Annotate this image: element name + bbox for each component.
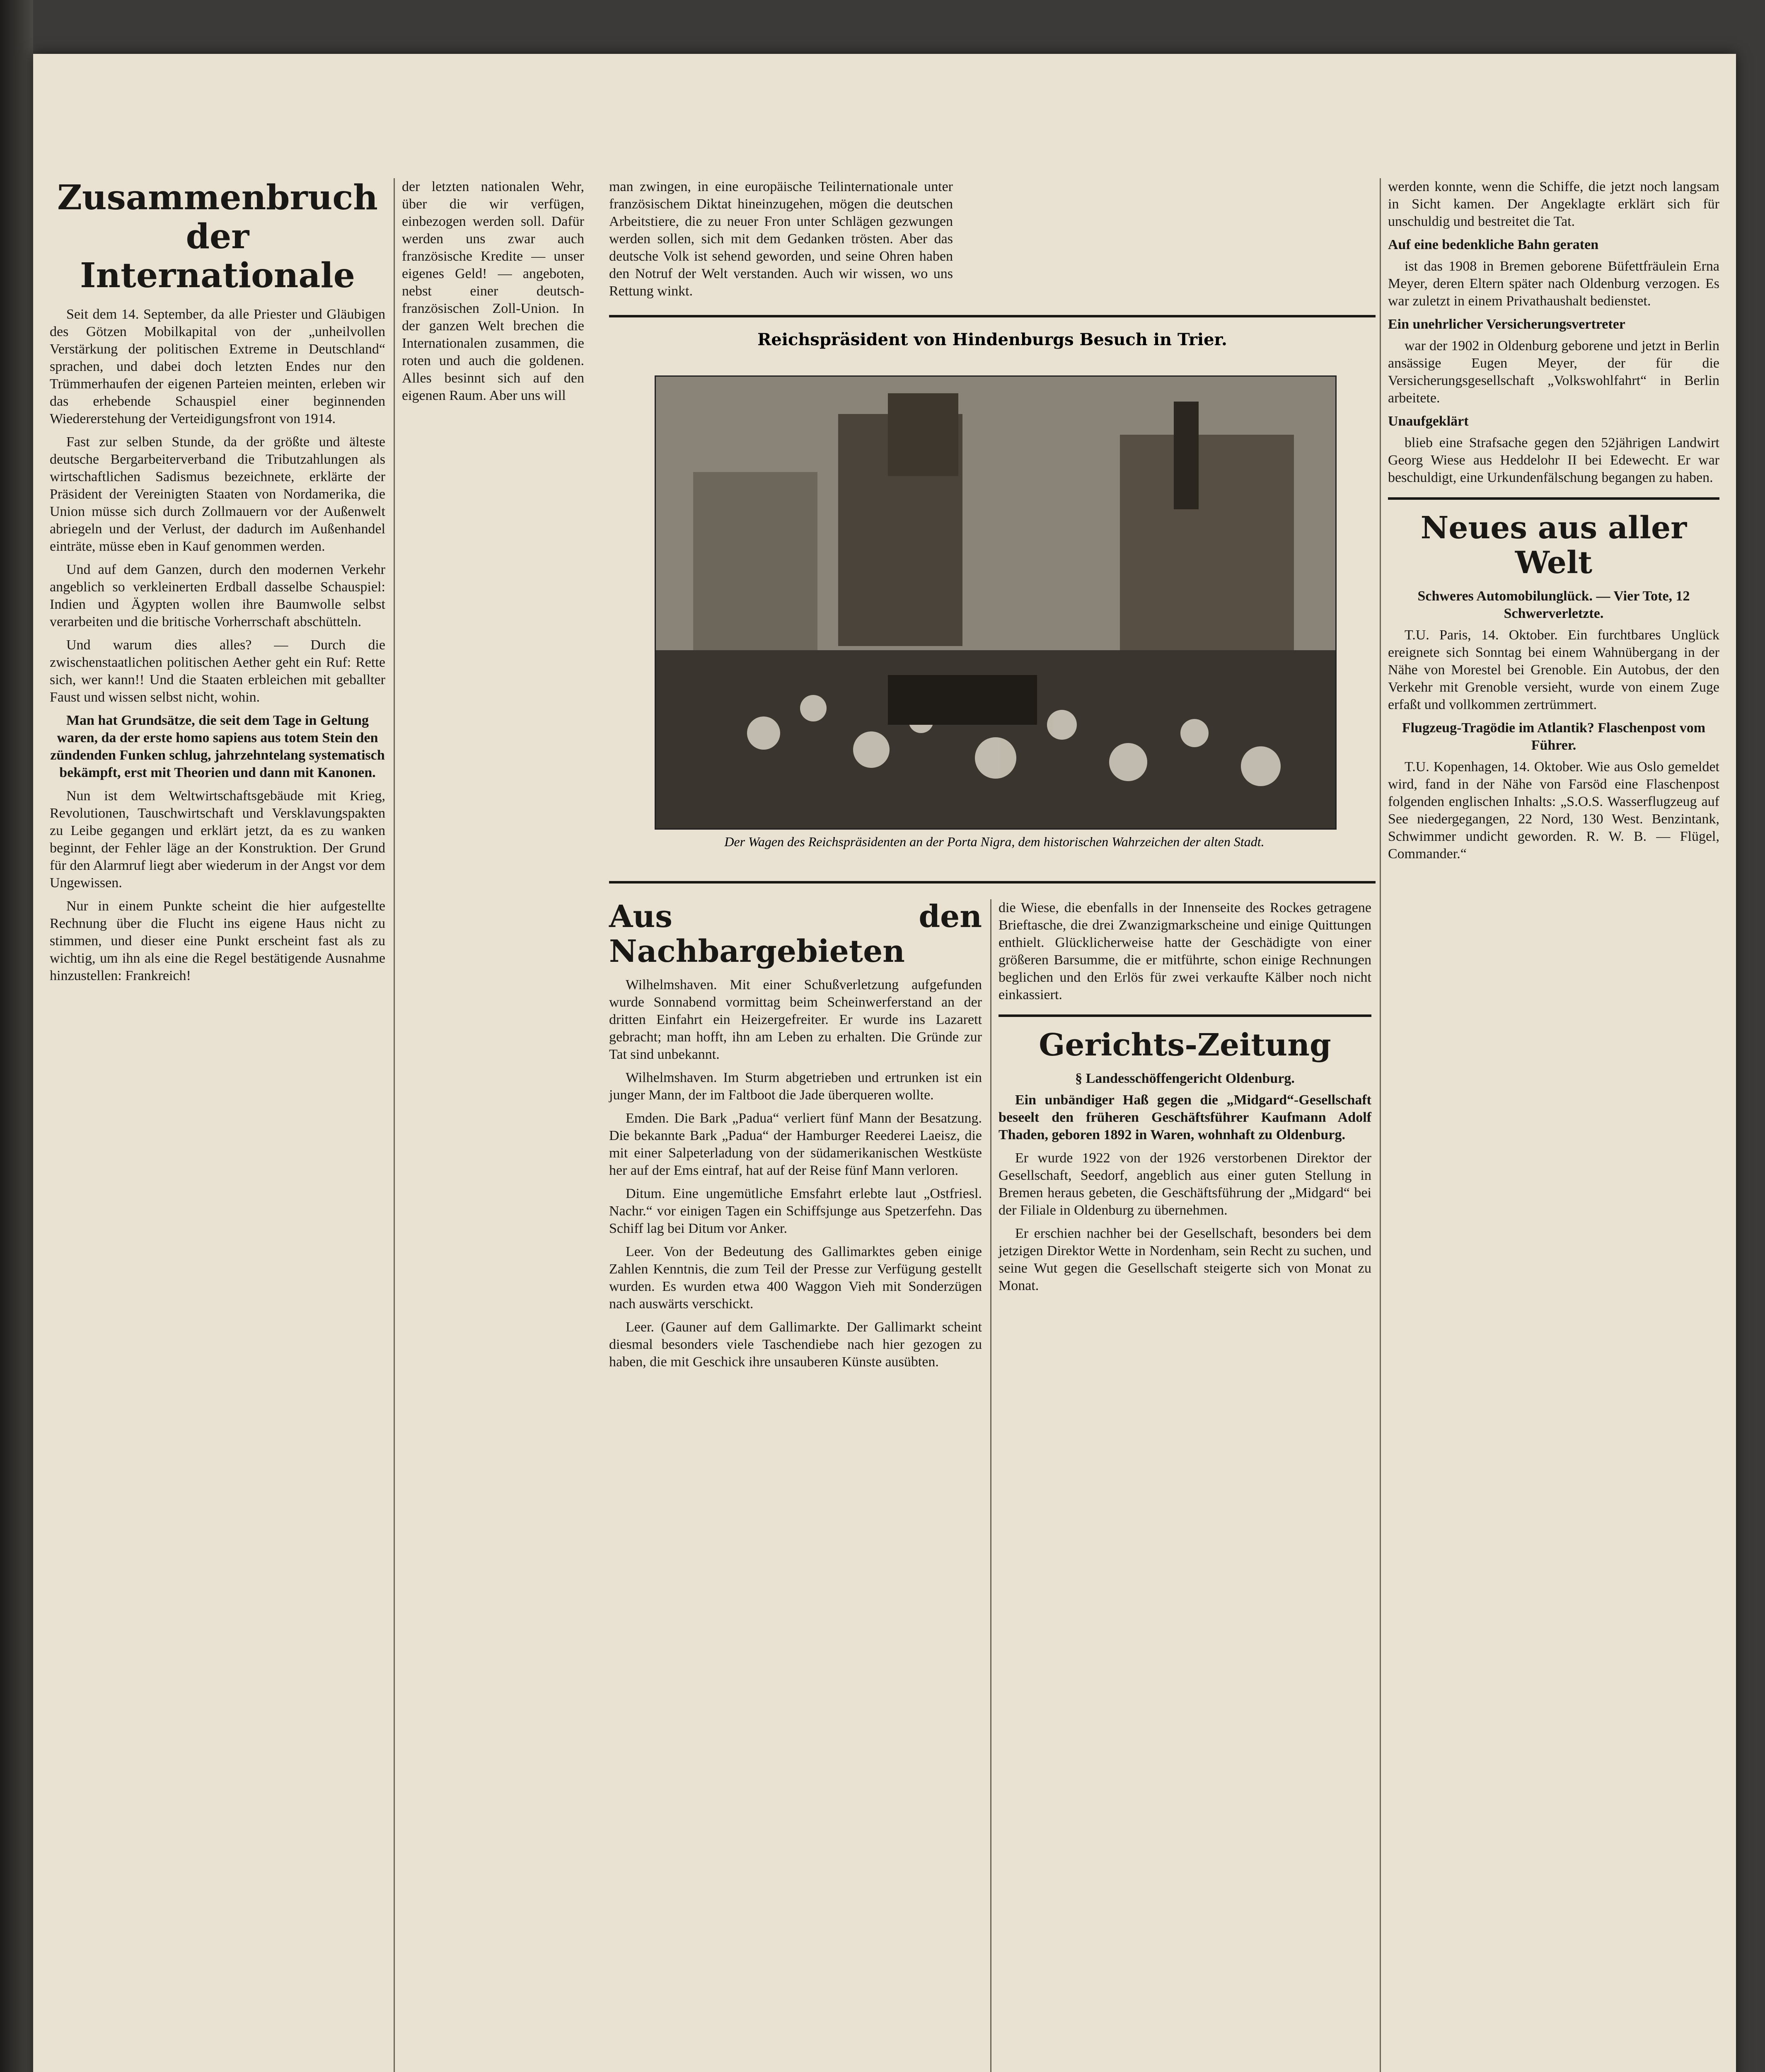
subheading: Ein unehrlicher Versicherungsvertreter	[1388, 317, 1625, 332]
paragraph: war der 1902 in Oldenburg geborene und jetzt in Berlin ansässige Eugen Meyer, der für die Versicherungsgesellschaft „Volkswohlfahrt“ in Berlin arbeitete.	[1388, 338, 1719, 406]
paragraph: Er erschien nachher bei der Gesellschaft, besonders bei dem jetzigen Direktor Wette in Nordenham, sein Recht zu suchen, und seine Wut gegen die Gesellschaft steigerte sich von Monat zu Monat.	[999, 1226, 1371, 1293]
section-subtitle: Flugzeug-Tragödie im Atlantik? Flaschenpost vom Führer.	[1402, 720, 1706, 753]
bold-paragraph: Man hat Grundsätze, die seit dem Tage in Geltung waren, da der erste homo sapiens aus totem Stein den zündenden Funken schlug, jahrzehntelang systematisch bekämpft, erst mit Theorien und dann mit Kanonen.	[50, 713, 385, 780]
paragraph: Und warum dies alles? — Durch die zwischenstaatlichen politischen Aether geht ein Ruf: Rette sich, wer kann!! Und die Staaten erbleichen mit geballter Faust und wissen selbst nicht, wohin.	[50, 637, 385, 705]
section-rule	[1388, 497, 1719, 500]
photo-porta-nigra	[655, 375, 1337, 830]
paragraph: der letzten nationalen Wehr, über die wir verfügen, einbezogen werden soll. Dafür werden uns zwar auch französische Kredite — unser eigenes Geld! — angeboten, nebst einer deutsch-französischen Zoll-Union. In der ganzen Welt brechen die Internationalen zusammen, die roten und auch die goldenen. Alles besinnt sich auf den eigenen Raum. Aber uns will	[402, 179, 584, 403]
paragraph: Fast zur selben Stunde, da der größte und älteste deutsche Bergarbeiterverband die Tributzahlungen als wirtschaftlichen Sadismus bezeichnete, erklärte der Präsident der Vereinigten Staaten von Nordamerika, die Union müsse sich durch Zollmauern vor der Außenwelt abriegeln und der Verlust, der dadurch im Außenhandel einträte, müsse eben in Kauf genommen werden.	[50, 434, 385, 554]
paragraph: blieb eine Strafsache gegen den 52jährigen Landwirt Georg Wiese aus Heddelohr II bei Edewecht. Er war beschuldigt, eine Urkundenfälschung begangen zu haben.	[1388, 435, 1719, 485]
column-5	[1388, 178, 1719, 869]
paragraph: Und auf dem Ganzen, durch den modernen Verkehr angeblich so verkleinerten Erdball dasselbe Schauspiel: Indien und Ägypten wollen ihre Baumwolle selbst verarbeiten und die britische Vorherrschaft abschütteln.	[50, 562, 385, 629]
paragraph: Leer. Von der Bedeutung des Gallimarktes geben einige Zahlen Kenntnis, die zum Teil der Presse zur Verfügung gestellt wurden. Es wurden etwa 400 Waggon Vieh mit Sonderzügen nach auswärts verschickt.	[609, 1244, 982, 1312]
photo-caption: Der Wagen des Reichspräsidenten an der Porta Nigra, dem historischen Wahrzeichen der alten Stadt.	[724, 834, 1265, 849]
photo-section	[609, 315, 1376, 884]
paragraph: werden konnte, wenn die Schiffe, die jetzt noch langsam in Sicht kamen. Der Angeklagte erklärt sich für unschuldig und bestreitet die Tat.	[1388, 179, 1719, 229]
paragraph: Wilhelmshaven. Im Sturm abgetrieben und ertrunken ist ein junger Mann, der im Faltboot die Jade überqueren wollte.	[609, 1070, 982, 1103]
paragraph: Leer. (Gauner auf dem Gallimarkte. Der Gallimarkt scheint diesmal besonders viele Taschendiebe nach hier gezogen zu haben, die mit Geschick ihre unsauberen Künste ausübten.	[609, 1319, 982, 1370]
paragraph: Nur in einem Punkte scheint die hier aufgestellte Rechnung über die Flucht ins eigene Haus nicht zu stimmen, und dieser eine Punkt erscheint fast als zu wichtig, um ihn als eine die Regel bestätigende Ausnahme hinzustellen: Frankreich!	[50, 898, 385, 983]
subheading: Unaufgeklärt	[1388, 414, 1469, 429]
section-title: Neues aus aller Welt	[1420, 510, 1687, 581]
column-divider	[1380, 178, 1381, 2072]
section-title: Gerichts-Zeitung	[1039, 1027, 1331, 1063]
newspaper-page	[33, 54, 1736, 2072]
paragraph: Er wurde 1922 von der 1926 verstorbenen Direktor der Gesellschaft, Seedorf, angeblich aus einer guten Stellung in Bremen heraus gebeten, die Geschäftsführung der „Midgard“ bei der Filiale in Oldenburg zu übernehmen.	[999, 1150, 1371, 1218]
subheading: Auf eine bedenkliche Bahn geraten	[1388, 237, 1599, 252]
column-1	[50, 178, 385, 990]
paragraph: Seit dem 14. September, da alle Priester und Gläubigen des Götzen Mobilkapital von der „unheilvollen Verstärkung der politischen Extreme in Deutschland“ sprachen, und dabei doch letzten Endes nur den Trümmerhaufen der eigenen Parteien meinten, erleben wir das erhebende Schauspiel einer beginnenden Wiedererstehung der Verteidigungsfront von 1914.	[50, 307, 385, 426]
section-subtitle: Schweres Automobilunglück. — Vier Tote, 12 Schwerverletzte.	[1417, 588, 1690, 621]
paragraph: Wilhelmshaven. Mit einer Schußverletzung aufgefunden wurde Sonnabend vormittag beim Scheinwerferstand an der dritten Einfahrt ein Heizergefreiter. Er wurde ins Lazarett gebracht; man hofft, ihn am Leben zu erhalten. Die Gründe zur Tat sind unbekannt.	[609, 977, 982, 1062]
column-2-top	[402, 178, 584, 410]
paragraph: T.U. Kopenhagen, 14. Oktober. Wie aus Oslo gemeldet wird, fand in der Nähe von Farsöd eine Flaschenpost folgenden englischen Inhalts: „S.O.S. Wasserflugzeug auf See niedergegangen, 22 Nord, 130 West. Benzintank, Schwimmer undicht geworden. R. W. B. — Flügel, Commander.“	[1388, 759, 1719, 862]
column-3-top	[609, 178, 953, 306]
photo-title: Reichspräsident von Hindenburgs Besuch in Trier.	[757, 330, 1227, 349]
photo-image	[656, 377, 1335, 828]
column-divider	[990, 899, 991, 2072]
paragraph: T.U. Paris, 14. Oktober. Ein furchtbares Unglück ereignete sich Sonntag bei einem Wahnübergang in der Nähe von Morestel bei Grenoble. Ein Autobus, der den Verkehr mit Grenoble versieht, wurde von einem Zuge erfaßt und vollkommen zertrümmert.	[1388, 627, 1719, 712]
paragraph: ist das 1908 in Bremen geborene Büfettfräulein Erna Meyer, deren Eltern später nach Oldenburg verzogen. Es war zuletzt in einem Privathaushalt bedienstet.	[1388, 259, 1719, 309]
paragraph: die Wiese, die ebenfalls in der Innenseite des Rockes getragene Brieftasche, die drei Zwanzigmarkscheine und einige Quittungen enthielt. Glücklicherweise hatte der Geschädigte von einer größeren Barsumme, die er mitführte, schon einige Rechnungen beglichen und den Erlös für zwei verkaufte Kälber noch nicht einkassiert.	[999, 900, 1371, 1002]
section-title: Aus den Nachbargebieten	[609, 899, 982, 969]
column-4	[999, 899, 1371, 1300]
paragraph: Ditum. Eine ungemütliche Emsfahrt erlebte laut „Ostfriesl. Nachr.“ vor einigen Tagen ein Schiffsjunge aus Spetzerfehn. Das Schiff lag bei Ditum vor Anker.	[609, 1186, 982, 1236]
article-title: Zusammenbruch der Internationale	[57, 178, 378, 295]
paragraph: Emden. Die Bark „Padua“ verliert fünf Mann der Besatzung. Die bekannte Bark „Padua“ der Hamburger Reederei Laeisz, die mit einer Salpeterladung von der südamerikanischen Westküste her auf der Ems eintraf, hat auf der Reise fünf Mann verloren.	[609, 1111, 982, 1178]
section-rule	[999, 1014, 1371, 1017]
paragraph: Nun ist dem Weltwirtschaftsgebäude mit Krieg, Revolutionen, Tauschwirtschaft und Versklavungspakten zu Leibe gegangen und erklärt jetzt, da es zu wanken beginnt, der Fehler läge an der Konstruktion. Der Grund für den Alarmruf liegt aber wiederum in der Angst vor dem Ungewissen.	[50, 788, 385, 891]
paragraph: man zwingen, in eine europäische Teilinternationale unter französischem Diktat hineinzugehen, mögen die deutschen Arbeitstiere, die zu neuer Fron unter Schlägen gezwungen werden sollen, sich mit dem Gedanken trösten. Aber das deutsche Volk ist sehend geworden, und seine Ohren haben den Notruf der Welt verstanden. Auch wir wissen, wo uns Rettung winkt.	[609, 179, 953, 299]
lead-paragraph: Ein unbändiger Haß gegen die „Midgard“-Gesellschaft beseelt den früheren Geschäftsführer Kaufmann Adolf Thaden, geboren 1892 in Waren, wohnhaft zu Oldenburg.	[999, 1092, 1371, 1143]
column-nachbar	[609, 899, 982, 1377]
section-subtitle: § Landesschöffengericht Oldenburg.	[1075, 1071, 1295, 1086]
column-divider	[394, 178, 395, 2072]
scan-binding	[0, 0, 33, 2072]
